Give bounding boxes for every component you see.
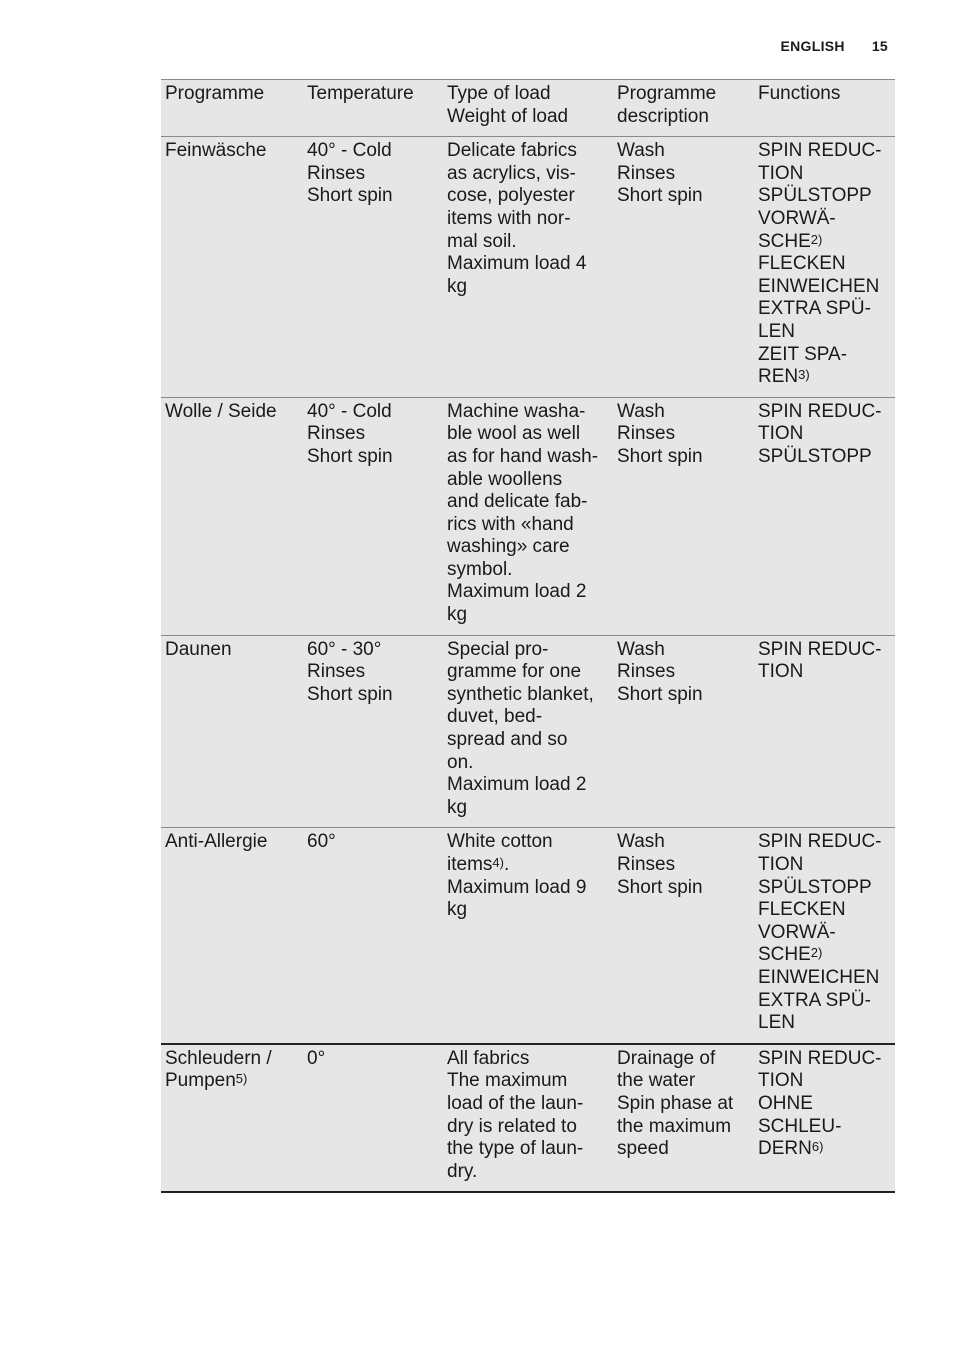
cell-text: Special pro- bbox=[447, 638, 549, 660]
cell-line bbox=[447, 163, 609, 186]
cell-text: symbol. bbox=[447, 558, 513, 580]
footnote-marker: 5) bbox=[235, 1071, 248, 1087]
header-language: ENGLISH bbox=[780, 38, 845, 54]
cell-line bbox=[447, 661, 609, 684]
cell-line bbox=[758, 1116, 891, 1139]
cell-text: SPÜLSTOPP bbox=[758, 185, 872, 207]
programme-table bbox=[161, 79, 895, 1193]
cell-line bbox=[617, 877, 750, 900]
cell-line bbox=[758, 185, 891, 208]
cell-text: Short spin bbox=[307, 683, 393, 705]
cell-programme bbox=[161, 1044, 303, 1193]
cell-line bbox=[165, 401, 299, 424]
cell-text: duvet, bed- bbox=[447, 706, 543, 728]
cell-text: Short spin bbox=[617, 876, 703, 898]
cell-text: Rinses bbox=[307, 423, 366, 445]
cell-text: Rinses bbox=[617, 423, 676, 445]
cell-text: EINWEICHEN bbox=[758, 966, 880, 988]
cell-text: The maximum bbox=[447, 1070, 568, 1092]
page-header bbox=[780, 38, 888, 54]
cell-line bbox=[758, 298, 891, 321]
cell-line bbox=[758, 661, 891, 684]
cell-text: TION bbox=[758, 423, 804, 445]
cell-text: synthetic blanket, bbox=[447, 683, 594, 705]
cell-text: 60° bbox=[307, 831, 336, 853]
cell-text: cose, polyester bbox=[447, 185, 575, 207]
header-line: Temperature bbox=[307, 83, 414, 104]
table-row bbox=[161, 828, 895, 1044]
cell-temperature bbox=[303, 397, 443, 635]
cell-text: Rinses bbox=[307, 162, 366, 184]
cell-text: Short spin bbox=[307, 445, 393, 467]
cell-text: the water bbox=[617, 1070, 696, 1092]
cell-line bbox=[447, 729, 609, 752]
cell-line bbox=[617, 684, 750, 707]
cell-text: kg bbox=[447, 275, 468, 297]
cell-line bbox=[165, 1070, 299, 1093]
cell-line bbox=[758, 344, 891, 367]
cell-line bbox=[447, 831, 609, 854]
column-header-temperature bbox=[303, 80, 443, 137]
cell-line bbox=[307, 1048, 439, 1071]
cell-temperature bbox=[303, 1044, 443, 1193]
cell-text: DERN bbox=[758, 1138, 812, 1160]
cell-line bbox=[758, 944, 891, 967]
cell-text: Short spin bbox=[617, 445, 703, 467]
cell-line bbox=[307, 163, 439, 186]
cell-text-suffix: . bbox=[503, 854, 510, 875]
cell-description bbox=[613, 137, 754, 398]
cell-text: Drainage of bbox=[617, 1047, 716, 1069]
cell-line bbox=[307, 446, 439, 469]
cell-text: rics with «hand bbox=[447, 513, 574, 535]
cell-text: EXTRA SPÜ- bbox=[758, 298, 871, 320]
cell-line bbox=[617, 1116, 750, 1139]
cell-text: washing» care bbox=[447, 536, 570, 558]
cell-line bbox=[165, 639, 299, 662]
cell-text: 60° - 30° bbox=[307, 638, 382, 660]
cell-text: spread and so bbox=[447, 729, 568, 751]
cell-text: load of the laun- bbox=[447, 1092, 584, 1114]
cell-line bbox=[758, 1138, 891, 1161]
cell-line bbox=[758, 446, 891, 469]
cell-text: kg bbox=[447, 796, 468, 818]
header-line: Weight of load bbox=[447, 105, 569, 127]
cell-line bbox=[758, 401, 891, 424]
table-body bbox=[161, 137, 895, 1193]
cell-text: items bbox=[447, 854, 493, 875]
cell-load bbox=[443, 828, 613, 1044]
cell-line bbox=[617, 401, 750, 424]
table-row bbox=[161, 1044, 895, 1193]
cell-text: Rinses bbox=[307, 661, 366, 683]
cell-line bbox=[447, 1138, 609, 1161]
cell-line bbox=[758, 877, 891, 900]
table-row bbox=[161, 137, 895, 398]
cell-text: kg bbox=[447, 604, 468, 626]
cell-text: on. bbox=[447, 751, 474, 773]
cell-text: Wash bbox=[617, 400, 665, 422]
cell-line bbox=[758, 231, 891, 254]
cell-text: EXTRA SPÜ- bbox=[758, 989, 871, 1011]
cell-load bbox=[443, 397, 613, 635]
cell-line bbox=[447, 401, 609, 424]
cell-line bbox=[758, 854, 891, 877]
cell-load bbox=[443, 137, 613, 398]
cell-text: as acrylics, vis- bbox=[447, 162, 576, 184]
cell-text: LEN bbox=[758, 320, 795, 342]
cell-line bbox=[447, 1093, 609, 1116]
cell-text: ble wool as well bbox=[447, 423, 581, 445]
cell-line bbox=[758, 321, 891, 344]
cell-text: LEN bbox=[758, 1012, 795, 1034]
cell-temperature bbox=[303, 635, 443, 828]
cell-line bbox=[165, 831, 299, 854]
cell-line bbox=[447, 185, 609, 208]
cell-line bbox=[447, 253, 609, 276]
cell-text: TION bbox=[758, 162, 804, 184]
page-number: 15 bbox=[871, 38, 888, 54]
cell-text: SPIN REDUC- bbox=[758, 140, 882, 162]
cell-text: Maximum load 4 bbox=[447, 253, 587, 275]
cell-load bbox=[443, 635, 613, 828]
cell-line bbox=[617, 423, 750, 446]
cell-line bbox=[447, 514, 609, 537]
footnote-marker: 2) bbox=[810, 231, 823, 247]
cell-line bbox=[447, 797, 609, 820]
cell-line bbox=[758, 1093, 891, 1116]
cell-text: SCHE bbox=[758, 944, 811, 966]
cell-text: SPIN REDUC- bbox=[758, 831, 882, 853]
cell-text: Wash bbox=[617, 831, 665, 853]
table-row bbox=[161, 635, 895, 828]
cell-text: Machine washa- bbox=[447, 400, 586, 422]
cell-text: Pumpen bbox=[165, 1070, 236, 1092]
cell-text: speed bbox=[617, 1138, 669, 1160]
cell-text: Daunen bbox=[165, 638, 232, 660]
cell-description bbox=[613, 635, 754, 828]
cell-line bbox=[758, 1012, 891, 1035]
column-header-description bbox=[613, 80, 754, 137]
cell-line bbox=[447, 1116, 609, 1139]
cell-line bbox=[447, 604, 609, 627]
cell-text: Maximum load 9 bbox=[447, 876, 587, 898]
cell-text: Rinses bbox=[617, 162, 676, 184]
cell-text: VORWÄ- bbox=[758, 207, 836, 229]
cell-text: TION bbox=[758, 854, 804, 875]
footnote-marker: 2) bbox=[810, 945, 823, 961]
cell-functions bbox=[754, 828, 895, 1044]
cell-line bbox=[758, 1048, 891, 1071]
cell-line bbox=[447, 423, 609, 446]
cell-line bbox=[617, 661, 750, 684]
column-header-programme bbox=[161, 80, 303, 137]
cell-line bbox=[617, 639, 750, 662]
cell-text: gramme for one bbox=[447, 661, 582, 683]
cell-text: Anti-Allergie bbox=[165, 831, 268, 853]
cell-programme bbox=[161, 397, 303, 635]
cell-line bbox=[447, 581, 609, 604]
cell-line bbox=[447, 469, 609, 492]
cell-text: kg bbox=[447, 899, 468, 921]
cell-text: OHNE bbox=[758, 1092, 813, 1114]
cell-text: Wash bbox=[617, 140, 665, 162]
cell-line bbox=[447, 559, 609, 582]
cell-line bbox=[447, 446, 609, 469]
cell-text: and delicate fab- bbox=[447, 491, 588, 513]
cell-line bbox=[447, 684, 609, 707]
column-header-load bbox=[443, 80, 613, 137]
cell-text: the type of laun- bbox=[447, 1138, 584, 1160]
cell-text: TION bbox=[758, 661, 804, 683]
cell-line bbox=[447, 276, 609, 299]
cell-text: Schleudern / bbox=[165, 1047, 272, 1069]
cell-line bbox=[758, 899, 891, 922]
footnote-marker: 3) bbox=[798, 367, 810, 383]
cell-line bbox=[307, 661, 439, 684]
cell-line bbox=[165, 140, 299, 163]
cell-text: Wolle / Seide bbox=[165, 400, 277, 422]
cell-text: VORWÄ- bbox=[758, 921, 836, 943]
cell-line bbox=[758, 1070, 891, 1093]
cell-line bbox=[307, 140, 439, 163]
cell-text: Spin phase at bbox=[617, 1092, 734, 1114]
cell-line bbox=[758, 366, 891, 389]
cell-programme bbox=[161, 828, 303, 1044]
cell-line bbox=[617, 1070, 750, 1093]
cell-line bbox=[758, 639, 891, 662]
cell-line bbox=[165, 1048, 299, 1071]
footnote-marker: 6) bbox=[811, 1139, 824, 1155]
header-line: description bbox=[617, 105, 709, 127]
cell-text: Short spin bbox=[617, 683, 703, 705]
cell-text: items with nor- bbox=[447, 207, 571, 229]
cell-line bbox=[447, 877, 609, 900]
cell-line bbox=[758, 922, 891, 945]
cell-line bbox=[758, 423, 891, 446]
cell-text: Maximum load 2 bbox=[447, 581, 587, 603]
table-row bbox=[161, 397, 895, 635]
cell-line bbox=[758, 253, 891, 276]
cell-text: SCHLEU- bbox=[758, 1115, 842, 1137]
cell-line bbox=[617, 831, 750, 854]
cell-line bbox=[758, 990, 891, 1013]
cell-text: SPÜLSTOPP bbox=[758, 445, 872, 467]
cell-text: as for hand wash- bbox=[447, 445, 599, 467]
cell-line bbox=[447, 231, 609, 254]
cell-text: able woollens bbox=[447, 468, 563, 490]
cell-text: the maximum bbox=[617, 1115, 732, 1137]
header-line: Programme bbox=[617, 83, 717, 104]
header-row bbox=[161, 80, 895, 137]
cell-text: dry is related to bbox=[447, 1115, 577, 1137]
cell-programme bbox=[161, 635, 303, 828]
cell-line bbox=[617, 854, 750, 877]
header-line: Programme bbox=[165, 83, 265, 104]
cell-text: SCHE bbox=[758, 230, 811, 252]
cell-text: 0° bbox=[307, 1047, 326, 1069]
cell-line bbox=[307, 639, 439, 662]
cell-text: 40° - Cold bbox=[307, 400, 392, 422]
cell-line bbox=[617, 1048, 750, 1071]
cell-temperature bbox=[303, 828, 443, 1044]
cell-line bbox=[758, 140, 891, 163]
cell-line bbox=[447, 1048, 609, 1071]
cell-text: Rinses bbox=[617, 854, 676, 875]
cell-line bbox=[307, 423, 439, 446]
cell-line bbox=[617, 446, 750, 469]
header-line: Type of load bbox=[447, 83, 551, 104]
cell-line bbox=[447, 1070, 609, 1093]
cell-line bbox=[758, 967, 891, 990]
cell-text: Short spin bbox=[617, 185, 703, 207]
cell-text: mal soil. bbox=[447, 230, 517, 252]
cell-text: Maximum load 2 bbox=[447, 774, 587, 796]
cell-line bbox=[447, 491, 609, 514]
cell-line bbox=[758, 208, 891, 231]
header-line: Functions bbox=[758, 83, 841, 104]
cell-line bbox=[447, 752, 609, 775]
cell-text: REN bbox=[758, 366, 799, 388]
cell-line bbox=[617, 163, 750, 186]
cell-text: TION bbox=[758, 1070, 804, 1092]
footnote-marker: 4) bbox=[492, 855, 504, 870]
cell-line bbox=[758, 163, 891, 186]
cell-line bbox=[617, 1138, 750, 1161]
cell-line bbox=[617, 185, 750, 208]
cell-functions bbox=[754, 1044, 895, 1193]
cell-description bbox=[613, 828, 754, 1044]
cell-line bbox=[447, 140, 609, 163]
cell-line bbox=[307, 401, 439, 424]
cell-text: dry. bbox=[447, 1160, 478, 1182]
cell-line bbox=[447, 639, 609, 662]
cell-line bbox=[447, 536, 609, 559]
cell-line bbox=[307, 831, 439, 854]
cell-line bbox=[307, 684, 439, 707]
cell-text: Delicate fabrics bbox=[447, 140, 577, 162]
cell-line bbox=[758, 276, 891, 299]
cell-line bbox=[447, 774, 609, 797]
cell-temperature bbox=[303, 137, 443, 398]
cell-functions bbox=[754, 397, 895, 635]
cell-line bbox=[617, 1093, 750, 1116]
cell-line bbox=[447, 208, 609, 231]
cell-line bbox=[447, 1161, 609, 1184]
cell-functions bbox=[754, 635, 895, 828]
cell-line bbox=[758, 831, 891, 854]
cell-programme bbox=[161, 137, 303, 398]
cell-text: Wash bbox=[617, 638, 665, 660]
cell-text: White cotton bbox=[447, 831, 553, 853]
cell-text: EINWEICHEN bbox=[758, 275, 880, 297]
cell-line bbox=[617, 140, 750, 163]
cell-text: Feinwäsche bbox=[165, 140, 267, 162]
cell-line bbox=[447, 899, 609, 922]
cell-text: SPÜLSTOPP bbox=[758, 876, 872, 898]
cell-text: ZEIT SPA- bbox=[758, 343, 848, 365]
cell-text: All fabrics bbox=[447, 1047, 530, 1069]
cell-line bbox=[307, 185, 439, 208]
cell-description bbox=[613, 1044, 754, 1193]
cell-text: FLECKEN bbox=[758, 899, 846, 921]
cell-text: SPIN REDUC- bbox=[758, 1047, 882, 1069]
cell-functions bbox=[754, 137, 895, 398]
cell-line bbox=[447, 854, 609, 877]
cell-text: Short spin bbox=[307, 185, 393, 207]
cell-load bbox=[443, 1044, 613, 1193]
cell-text: 40° - Cold bbox=[307, 140, 392, 162]
cell-text: SPIN REDUC- bbox=[758, 400, 882, 422]
cell-text: FLECKEN bbox=[758, 253, 846, 275]
column-header-functions bbox=[754, 80, 895, 137]
cell-description bbox=[613, 397, 754, 635]
table-header bbox=[161, 80, 895, 137]
cell-line bbox=[447, 706, 609, 729]
cell-text: Rinses bbox=[617, 661, 676, 683]
cell-text: SPIN REDUC- bbox=[758, 638, 882, 660]
